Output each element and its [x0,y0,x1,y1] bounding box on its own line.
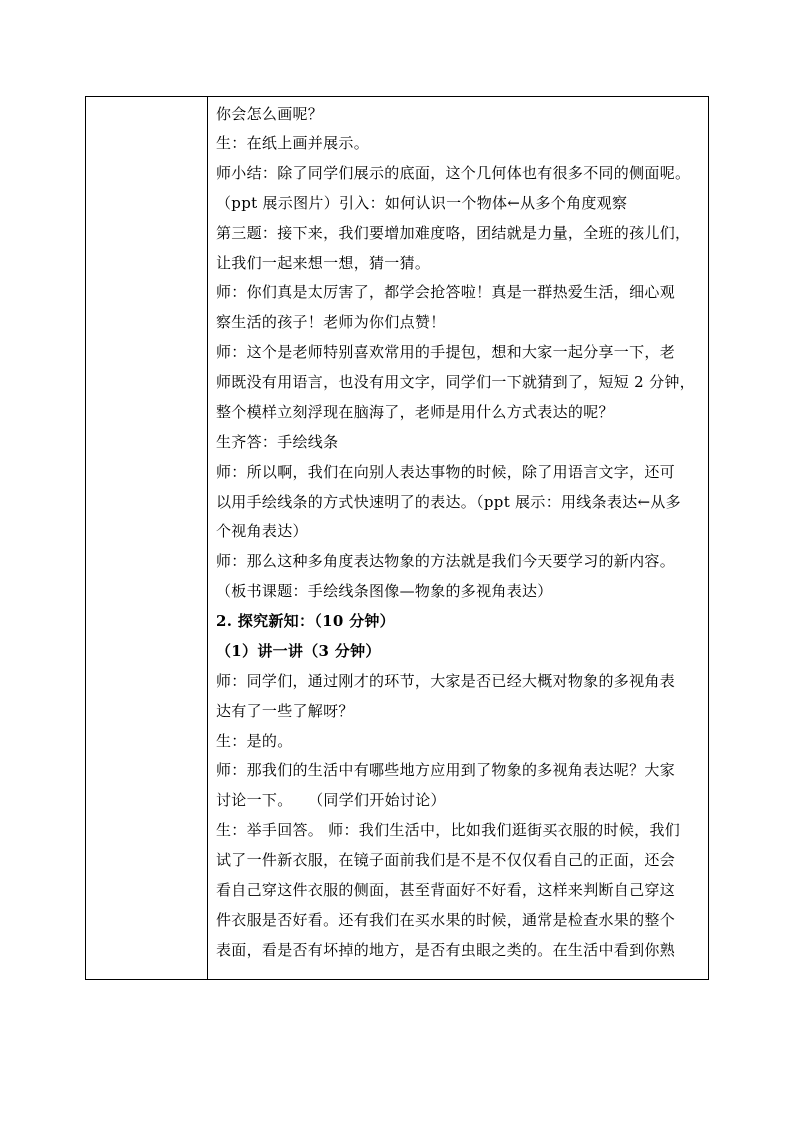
text-line: 你会怎么画呢？ [216,105,324,123]
text-line: 师：这个是老师特别喜欢常用的手提包，想和大家一起分享一下，老 [216,343,676,361]
text-line: （ppt 展示图片）引入：如何认识一个物体←从多个角度观察 [216,194,628,212]
text-line: 第三题：接下来，我们要增加难度咯，团结就是力量，全班的孩儿们， [216,224,691,242]
text-line: 看自己穿这件衣服的侧面，甚至背面好不好看，这样来判断自己穿这 [216,881,676,899]
text-line: 讨论一下。 （同学们开始讨论） [216,791,446,809]
text-line: 以用手绘线条的方式快速明了的表达。（ppt 展示：用线条表达←从多 [216,493,681,511]
text-line: 生：举手回答。 师：我们生活中，比如我们逛街买衣服的时候，我们 [216,821,681,839]
text-line: 师：同学们，通过刚才的环节，大家是否已经大概对物象的多视角表 [216,672,676,690]
text-line: 让我们一起来想一想，猜一猜。 [216,254,431,272]
text-line: 师：那我们的生活中有哪些地方应用到了物象的多视角表达呢？大家 [216,761,676,779]
text-line: 达有了一些了解呀？ [216,702,354,720]
content-column [208,97,708,979]
subsection-heading: （1）讲一讲（3 分钟） [216,642,381,660]
text-line: 师：所以啊，我们在向别人表达事物的时候，除了用语言文字，还可 [216,463,676,481]
text-line: 件衣服是否好看。还有我们在买水果的时候，通常是检查水果的整个 [216,911,676,929]
text-line: 师既没有用语言，也没有用文字，同学们一下就猜到了，短短 2 分钟， [216,373,695,391]
text-line: 试了一件新衣服，在镜子面前我们是不是不仅仅看自己的正面，还会 [216,851,676,869]
text-line: 生：是的。 [216,732,293,750]
text-line: 整个模样立刻浮现在脑海了，老师是用什么方式表达的呢？ [216,403,614,421]
text-line: 察生活的孩子！老师为你们点赞！ [216,313,446,331]
text-line: 生齐答：手绘线条 [216,433,339,451]
section-heading: 2. 探究新知：（10 分钟） [216,612,395,630]
stage-column [86,97,208,979]
text-line: 表面，看是否有坏掉的地方，是否有虫眼之类的。在生活中看到你熟 [216,941,676,959]
text-line: 生：在纸上画并展示。 [216,134,370,152]
text-line: 师：你们真是太厉害了，都学会抢答啦！真是一群热爱生活，细心观 [216,283,676,301]
text-line: 师小结：除了同学们展示的底面，这个几何体也有很多不同的侧面呢。 [216,164,691,182]
text-line: 个视角表达） [216,522,308,540]
lesson-table [85,96,709,980]
text-line: （板书课题：手绘线条图像—物象的多视角表达） [216,582,553,600]
text-line: 师：那么这种多角度表达物象的方法就是我们今天要学习的新内容。 [216,552,676,570]
